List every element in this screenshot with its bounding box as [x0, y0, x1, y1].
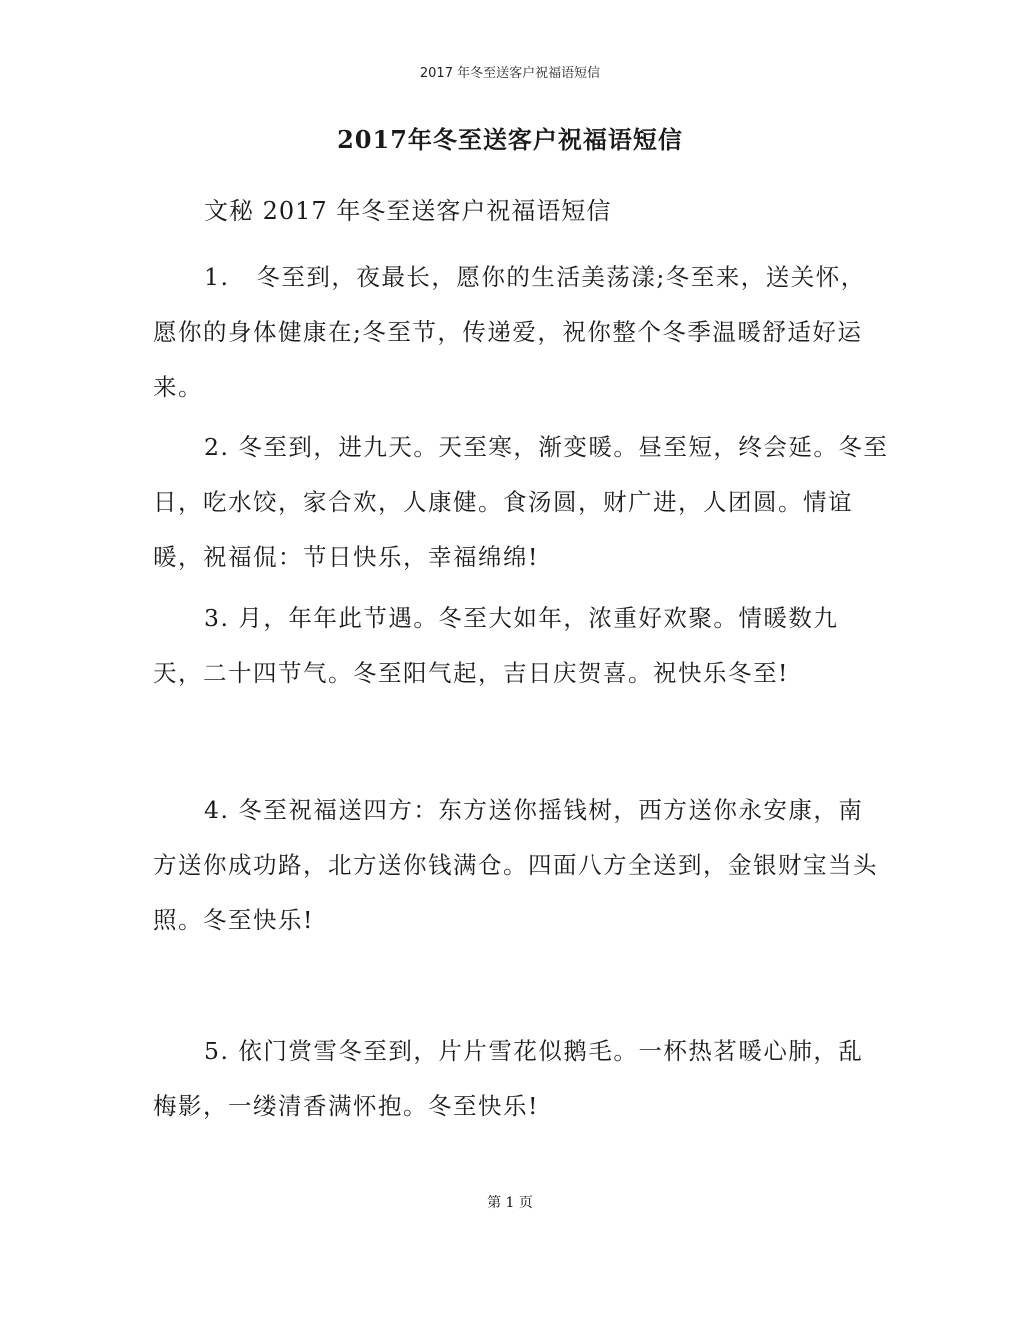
page-number: 第 1 页: [487, 1195, 533, 1211]
paragraph-text: 冬至到，进九天。天至寒，渐变暖。昼至短，终会延。冬至日，吃水饺，家合欢，人康健。食汤圆，财广进，人团圆。情谊暖，祝福侃：节日快乐，幸福绵绵!: [153, 433, 889, 571]
paragraph-number: 3.: [204, 604, 230, 632]
paragraph-text: 冬至到，夜最长，愿你的生活美荡漾;冬至来，送关怀，愿你的身体健康在;冬至节，传递爱，祝你整个冬季温暖舒适好运来。: [153, 263, 866, 401]
paragraph-number: 5.: [204, 1037, 230, 1065]
paragraph-text: 冬至祝福送四方：东方送你摇钱树，西方送你永安康，南方送你成功路，北方送你钱满仓。四面八方全送到，金银财宝当头照。冬至快乐!: [153, 796, 878, 934]
document-title: 2017年冬至送客户祝福语短信: [337, 125, 683, 154]
paragraph-2: [153, 420, 898, 585]
paragraph-5: [153, 1024, 873, 1134]
running-header: 2017 年冬至送客户祝福语短信: [419, 66, 601, 81]
paragraph-text: 月，年年此节遇。冬至大如年，浓重好欢聚。情暖数九天，二十四节气。冬至阳气起，吉日庆贺喜。祝快乐冬至!: [153, 604, 839, 687]
paragraph-4: [153, 783, 883, 948]
document-subtitle: 文秘 2017 年冬至送客户祝福语短信: [204, 197, 612, 225]
paragraph-1: [153, 250, 873, 415]
paragraph-text: 依门赏雪冬至到，片片雪花似鹅毛。一杯热茗暖心肺，乱梅影，一缕清香满怀抱。冬至快乐!: [153, 1037, 864, 1120]
paragraph-number: 1.: [204, 263, 230, 291]
paragraph-3: [153, 591, 873, 701]
paragraph-number: 2.: [204, 433, 230, 461]
paragraph-number: 4.: [204, 796, 230, 824]
